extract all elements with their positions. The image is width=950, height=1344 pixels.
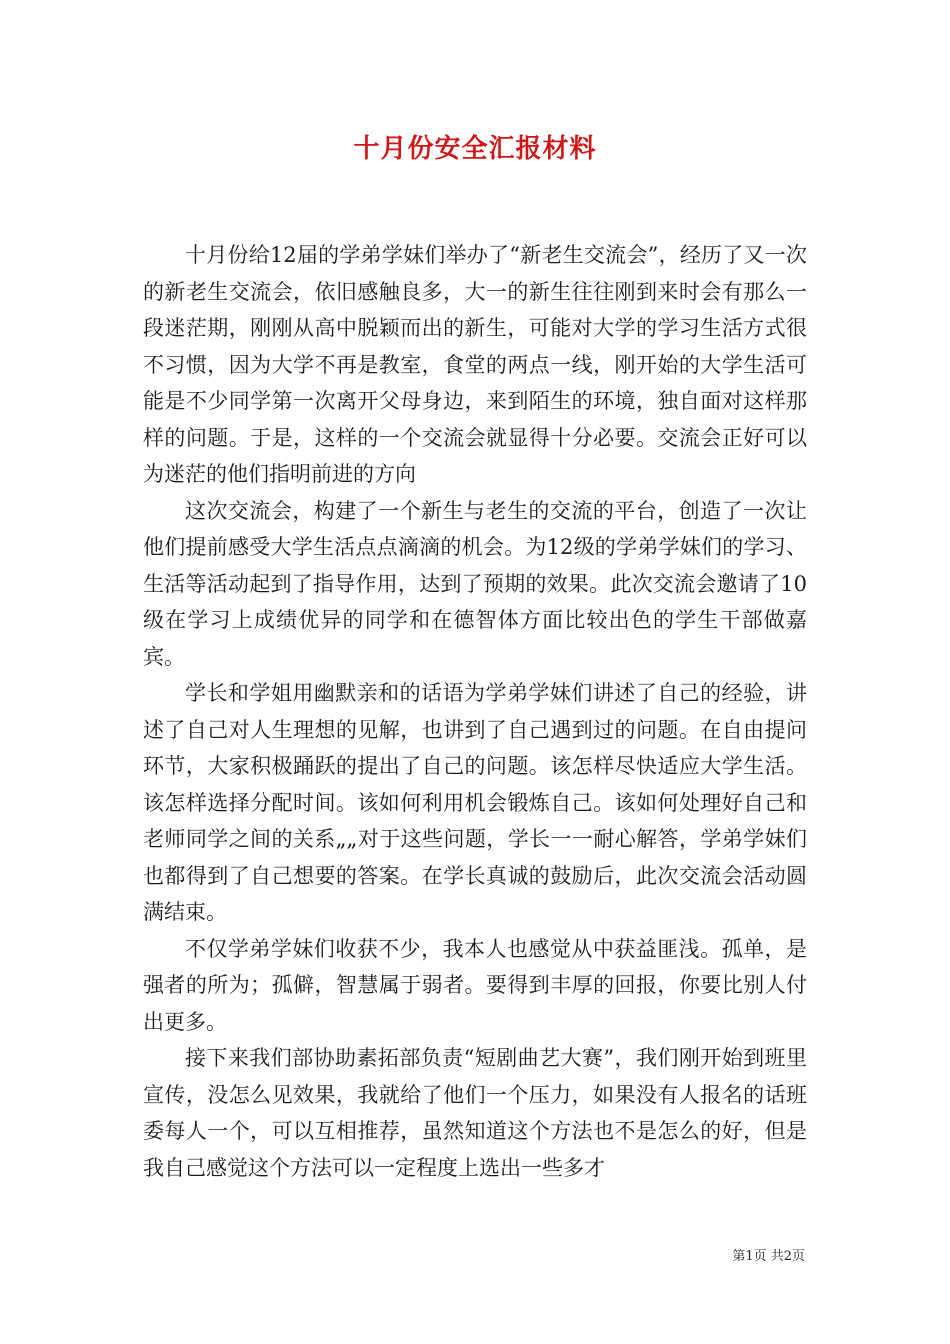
page-number: 第1页 共2页 [732,1249,805,1264]
paragraph-4: 不仅学弟学妹们收获不少，我本人也感觉从中获益匪浅。孤单，是强者的所为；孤僻，智慧属于弱者。要得到丰厚的回报，你要比别人付出更多。 [143,936,807,1034]
document-body [143,237,807,1186]
paragraph-1: 十月份给12届的学弟学妹们举办了“新老生交流会”，经历了又一次的新老生交流会，依旧感触良多，大一的新生往往刚到来时会有那么一段迷茫期，刚刚从高中脱颖而出的新生，可能对大学的学习生活方式很不习惯，因为大学不再是教室，食堂的两点一线，刚开始的大学生活可能是不少同学第一次离开父母身边，来到陌生的环境，独自面对这样那样的问题。于是，这样的一个交流会就显得十分必要。交流会正好可以为迷茫的他们指明前进的方向 [143,243,807,486]
paragraph-5: 接下来我们部协助素拓部负责“短剧曲艺大赛”，我们刚开始到班里宣传，没怎么见效果，我就给了他们一个压力，如果没有人报名的话班委每人一个，可以互相推荐，虽然知道这个方法也不是怎么的好，但是我自己感觉这个方法可以一定程度上选出一些多才 [143,1046,807,1180]
paragraph-3: 学长和学姐用幽默亲和的话语为学弟学妹们讲述了自己的经验，讲述了自己对人生理想的见解，也讲到了自己遇到过的问题。在自由提问环节，大家积极踊跃的提出了自己的问题。该怎样尽快适应大学生活。该怎样选择分配时间。该如何利用机会锻炼自己。该如何处理好自己和老师同学之间的关系„„对于这些问题，学长一一耐心解答，学弟学妹们也都得到了自己想要的答案。在学长真诚的鼓励后，此次交流会活动圆满结束。 [143,681,807,924]
document-title: 十月份安全汇报材料 [353,134,597,164]
paragraph-2: 这次交流会，构建了一个新生与老生的交流的平台，创造了一次让他们提前感受大学生活点点滴滴的机会。为12级的学弟学妹们的学习、生活等活动起到了指导作用，达到了预期的效果。此次交流会邀请了10级在学习上成绩优异的同学和在德智体方面比较出色的学生干部做嘉宾。 [143,498,807,669]
